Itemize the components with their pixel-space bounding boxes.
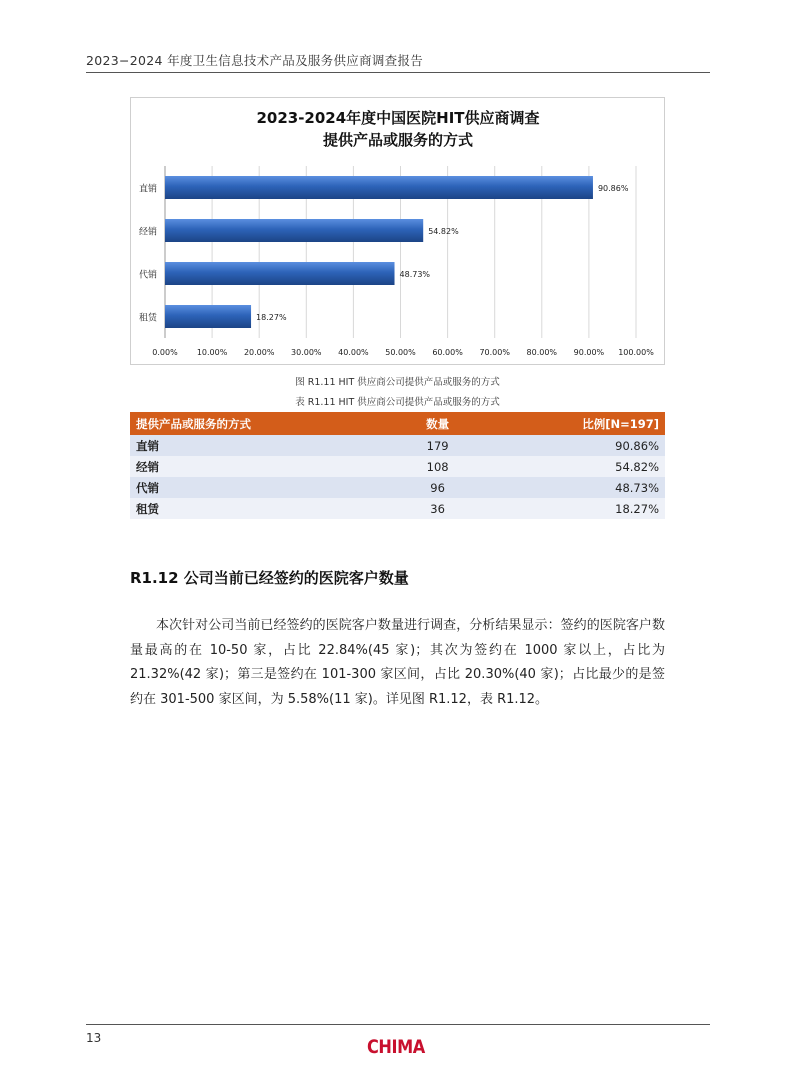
category-label: 经销 bbox=[138, 227, 157, 238]
x-tick-label: 0.00% bbox=[152, 348, 178, 357]
table-cell-method: 代销 bbox=[130, 477, 371, 498]
x-tick-label: 70.00% bbox=[479, 348, 510, 357]
table-cell-count: 108 bbox=[371, 456, 505, 477]
footer-rule bbox=[86, 1024, 710, 1025]
table-row bbox=[130, 477, 665, 498]
category-label: 租赁 bbox=[138, 313, 157, 324]
bar bbox=[165, 305, 251, 328]
page-number: 13 bbox=[86, 1031, 102, 1045]
chart-subtitle: 提供产品或服务的方式 bbox=[322, 131, 474, 149]
x-tick-label: 30.00% bbox=[291, 348, 322, 357]
table-row bbox=[130, 456, 665, 477]
table-row bbox=[130, 435, 665, 456]
chart-svg bbox=[131, 98, 666, 366]
table-cell-count: 179 bbox=[371, 435, 505, 456]
chart-title: 2023-2024年度中国医院HIT供应商调查 bbox=[256, 109, 540, 127]
bar bbox=[165, 219, 423, 242]
data-label: 48.73% bbox=[399, 270, 431, 279]
table-header-row bbox=[130, 412, 665, 435]
table-cell-count: 36 bbox=[371, 498, 505, 519]
table-cell-ratio: 48.73% bbox=[505, 477, 666, 498]
table-cell-method: 直销 bbox=[130, 435, 371, 456]
data-label: 90.86% bbox=[597, 184, 629, 193]
body-paragraph: 本次针对公司当前已经签约的医院客户数量进行调查，分析结果显示：签约的医院客户数量最高的在 10-50 家，占比 22.84%(45 家)；其次为签约在 1000 家以上，占比为 21.32%(42 家)；第三是签约在 101-300 家区间，占比 20.30%(40 家)；占比最少的是签约在 301-500 家区间，为 5.58%(11 家)。详见图 R1.12，表 R1.12。 bbox=[130, 618, 665, 707]
table-cell-ratio: 18.27% bbox=[505, 498, 666, 519]
table-cell-method: 租赁 bbox=[130, 498, 371, 519]
x-tick-label: 80.00% bbox=[526, 348, 558, 357]
x-tick-label: 60.00% bbox=[432, 348, 463, 357]
table-cell-method: 经销 bbox=[130, 456, 371, 477]
figure-caption: 图 R1.11 HIT 供应商公司提供产品或服务的方式 bbox=[295, 377, 500, 388]
table-cell-ratio: 54.82% bbox=[505, 456, 666, 477]
header-rule bbox=[86, 72, 710, 73]
category-label: 直销 bbox=[138, 184, 157, 195]
category-label: 代销 bbox=[138, 270, 157, 281]
data-table bbox=[130, 412, 665, 519]
table-header-method: 提供产品或服务的方式 bbox=[130, 412, 371, 435]
data-label: 54.82% bbox=[428, 227, 459, 236]
table-header-count: 数量 bbox=[371, 412, 505, 435]
section-heading: R1.12 公司当前已经签约的医院客户数量 bbox=[130, 569, 409, 587]
table-row bbox=[130, 498, 665, 519]
table-header-ratio: 比例[N=197] bbox=[505, 412, 666, 435]
x-tick-label: 20.00% bbox=[243, 348, 275, 357]
data-label: 18.27% bbox=[256, 313, 287, 322]
chima-logo: CHIMA bbox=[367, 1036, 425, 1058]
bar bbox=[165, 176, 593, 199]
x-tick-label: 10.00% bbox=[196, 348, 228, 357]
bar-chart bbox=[130, 97, 665, 365]
header-title: 2023−2024 年度卫生信息技术产品及服务供应商调查报告 bbox=[86, 53, 424, 68]
x-tick-label: 100.00% bbox=[618, 348, 654, 357]
x-tick-label: 50.00% bbox=[385, 348, 416, 357]
table-cell-ratio: 90.86% bbox=[505, 435, 666, 456]
table-caption: 表 R1.11 HIT 供应商公司提供产品或服务的方式 bbox=[295, 397, 500, 408]
table-cell-count: 96 bbox=[371, 477, 505, 498]
bar bbox=[165, 262, 395, 285]
x-tick-label: 40.00% bbox=[338, 348, 369, 357]
x-tick-label: 90.00% bbox=[573, 348, 605, 357]
